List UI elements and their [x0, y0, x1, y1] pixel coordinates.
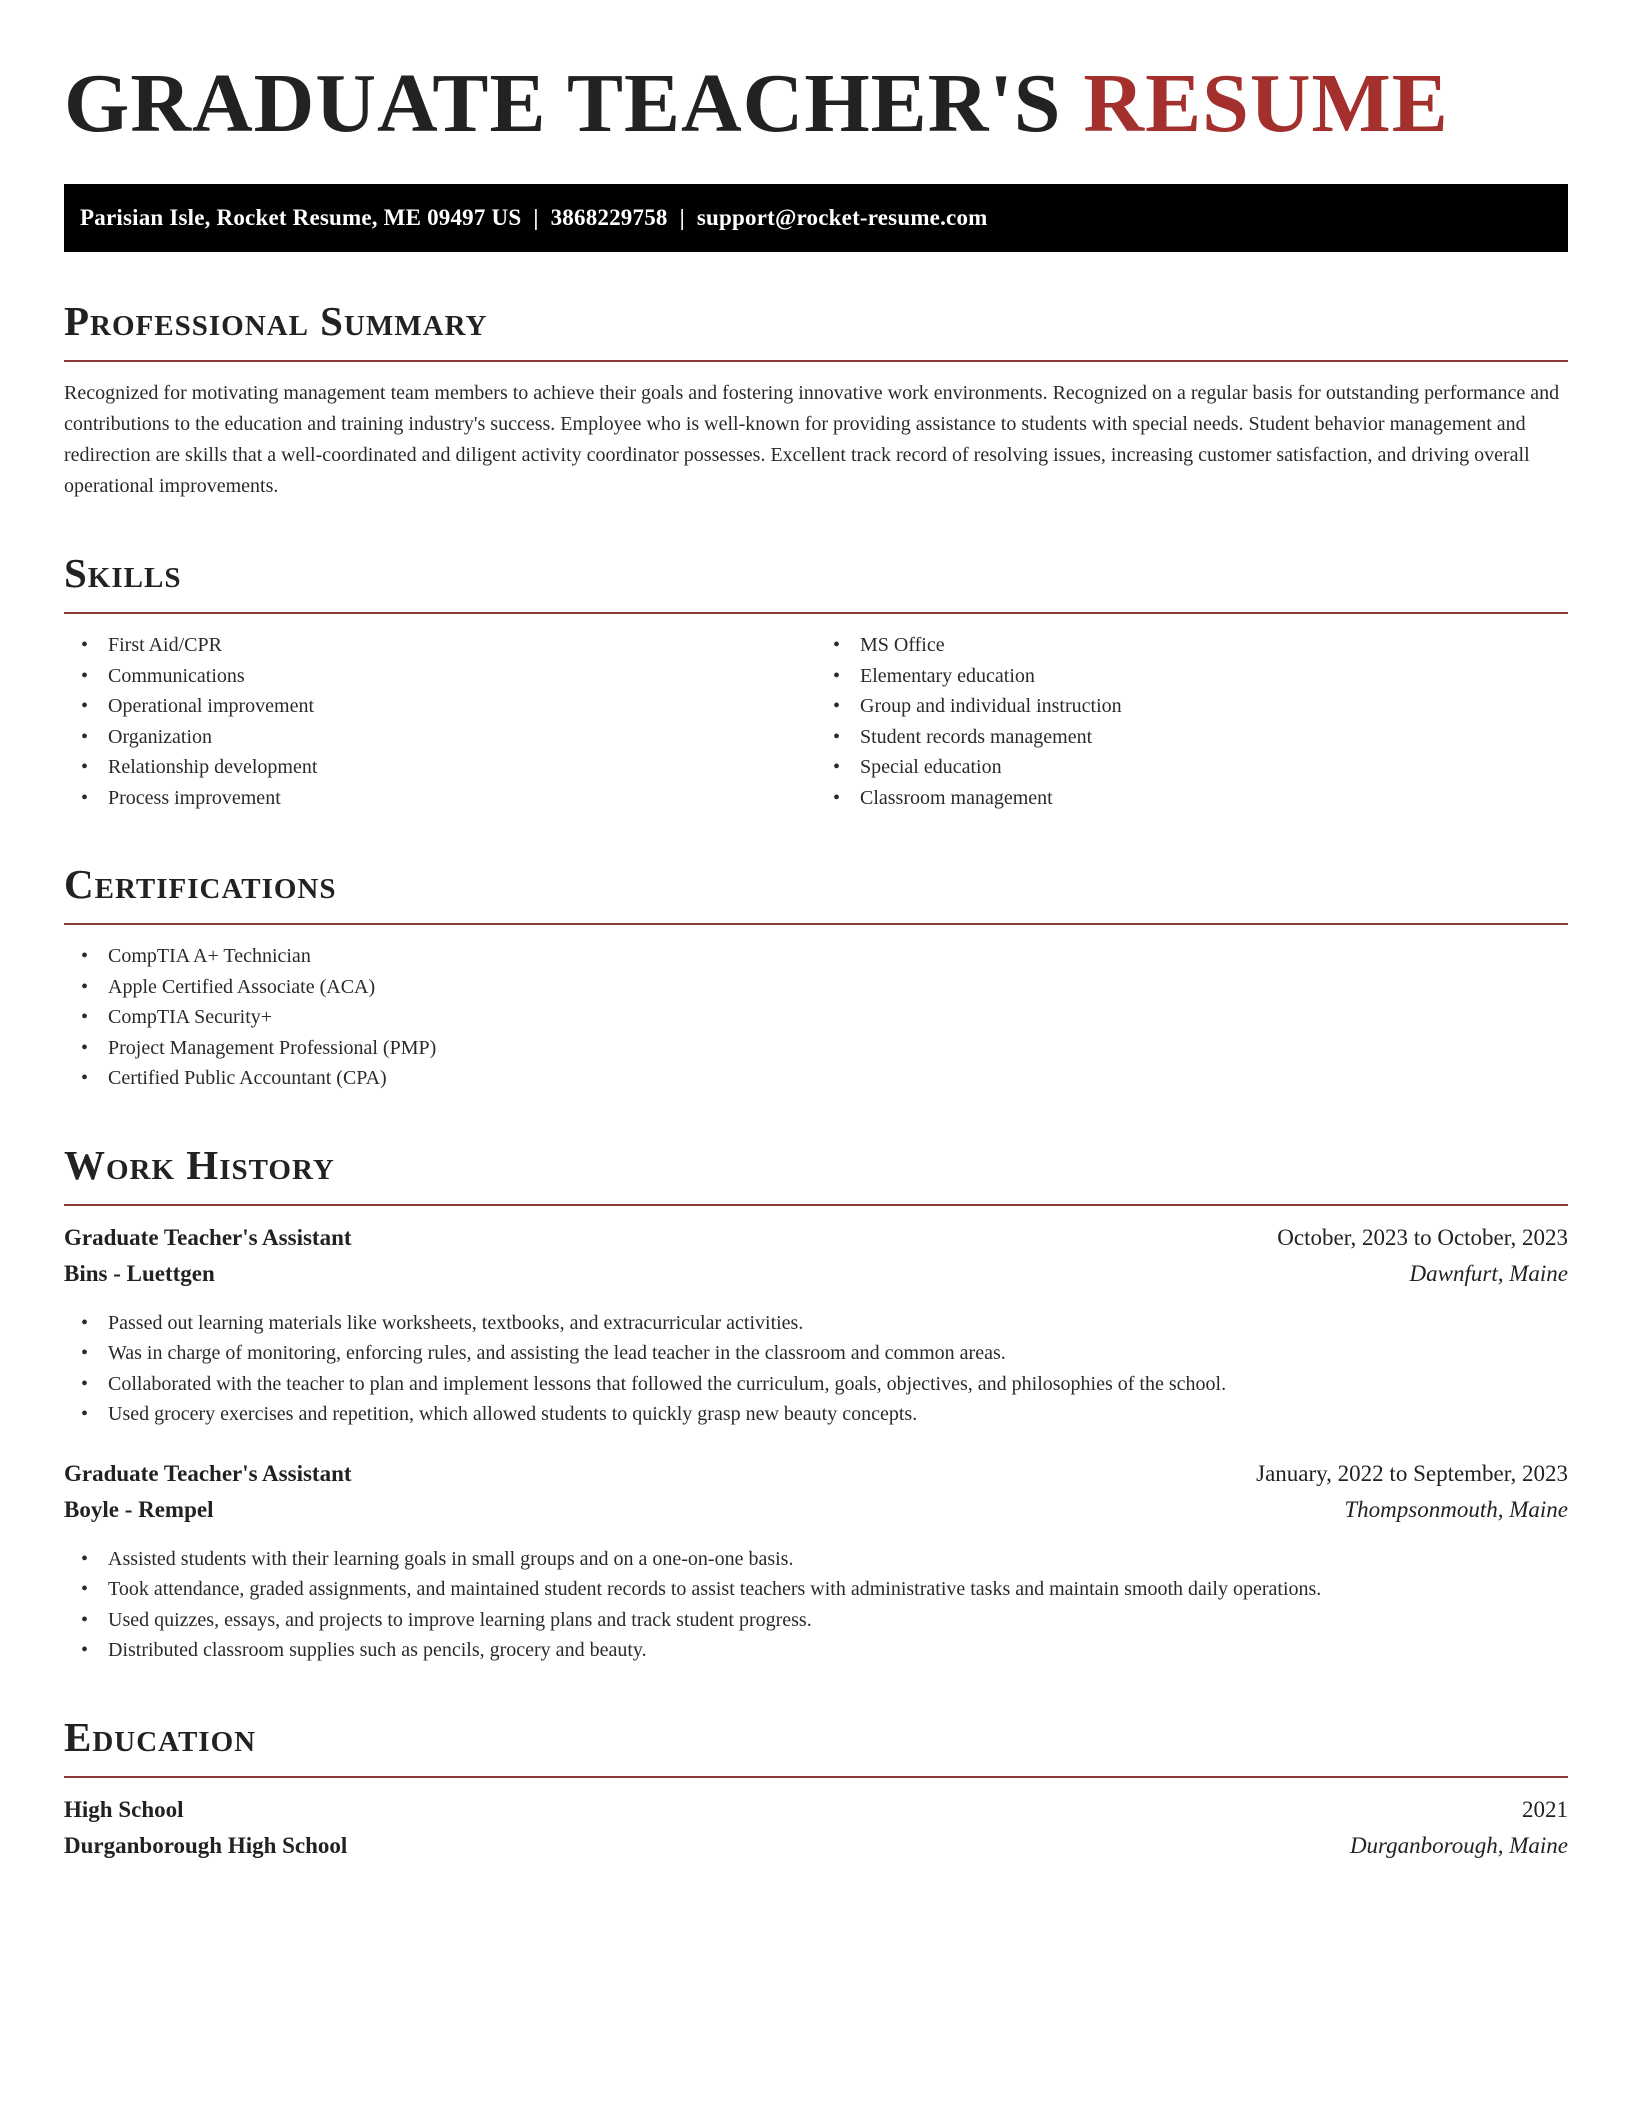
- education-year: 2021: [1522, 1796, 1568, 1822]
- summary-heading: Professional Summary: [64, 298, 488, 344]
- skills-grid: [64, 630, 1568, 813]
- education-heading: Education: [64, 1713, 257, 1760]
- job-company: Bins - Luettgen: [64, 1260, 215, 1286]
- skill-item: • Organization: [64, 722, 816, 753]
- section-divider: [64, 360, 1568, 362]
- resume-title: [64, 54, 1568, 154]
- education-entry: [64, 1792, 1568, 1864]
- skill-item: • Classroom management: [816, 783, 1568, 814]
- job-bullet: • Took attendance, graded assignments, and maintained student records to assist teachers with administrative tasks and maintain smooth daily operations.: [64, 1574, 1568, 1605]
- job-dates: January, 2022 to September, 2023: [1256, 1460, 1568, 1486]
- section-divider: [64, 923, 1568, 925]
- contact-email: support@rocket-resume.com: [696, 205, 988, 230]
- skill-item: • Group and individual instruction: [816, 691, 1568, 722]
- job-bullet: • Was in charge of monitoring, enforcing rules, and assisting the lead teacher in the classroom and common areas.: [64, 1338, 1568, 1369]
- job-company-row: [64, 1492, 1568, 1528]
- certification-item: • Certified Public Accountant (CPA): [64, 1063, 1568, 1094]
- skill-item: • MS Office: [816, 630, 1568, 661]
- job-bullet: • Collaborated with the teacher to plan and implement lessons that followed the curriculum, goals, objectives, and philosophies of the school.: [64, 1369, 1568, 1400]
- skill-item: • Process improvement: [64, 783, 816, 814]
- skill-item: • Communications: [64, 661, 816, 692]
- skill-item: • Student records management: [816, 722, 1568, 753]
- job-entry: [64, 1456, 1568, 1666]
- job-company: Boyle - Rempel: [64, 1496, 214, 1522]
- job-title: Graduate Teacher's Assistant: [64, 1224, 352, 1250]
- contact-address: Parisian Isle, Rocket Resume, ME 09497 US: [80, 205, 522, 230]
- certification-item: • CompTIA Security+: [64, 1002, 1568, 1033]
- resume-title-main: GRADUATE TEACHER'S: [64, 57, 1062, 150]
- summary-text: Recognized for motivating management team members to achieve their goals and fostering innovative work environments. Recognized on a regular basis for outstanding performance and contributions to the education and training industry's success. Employee who is well-known for providing assistance to students with special needs. Student behavior management and redirection are skills that a well-coordinated and diligent activity coordinator possesses. Excellent track record of resolving issues, increasing customer satisfaction, and driving overall operational improvements.: [64, 382, 1560, 497]
- skills-section: [64, 548, 1568, 813]
- job-header-row: [64, 1456, 1568, 1492]
- certifications-list: [64, 941, 1568, 1094]
- skill-item: • Special education: [816, 752, 1568, 783]
- job-bullets: [64, 1308, 1568, 1430]
- job-location: Thompsonmouth, Maine: [1344, 1496, 1568, 1522]
- skill-item: • Relationship development: [64, 752, 816, 783]
- job-dates: October, 2023 to October, 2023: [1277, 1224, 1568, 1250]
- job-bullet: • Used quizzes, essays, and projects to improve learning plans and track student progress.: [64, 1605, 1568, 1636]
- job-bullet: • Used grocery exercises and repetition, which allowed students to quickly grasp new beauty concepts.: [64, 1399, 1568, 1430]
- summary-section: [64, 296, 1568, 502]
- job-bullets: [64, 1544, 1568, 1666]
- skill-item: • Elementary education: [816, 661, 1568, 692]
- resume-title-accent: RESUME: [1083, 57, 1449, 150]
- certification-item: • Apple Certified Associate (ACA): [64, 972, 1568, 1003]
- certifications-section: [64, 859, 1568, 1094]
- skills-heading: Skills: [64, 550, 182, 596]
- section-divider: [64, 612, 1568, 614]
- job-entry: [64, 1220, 1568, 1430]
- contact-separator: |: [533, 205, 539, 230]
- education-section: [64, 1712, 1568, 1864]
- certification-item: • CompTIA A+ Technician: [64, 941, 1568, 972]
- job-title: Graduate Teacher's Assistant: [64, 1460, 352, 1486]
- section-divider: [64, 1776, 1568, 1778]
- job-company-row: [64, 1256, 1568, 1292]
- contact-phone: 3868229758: [550, 205, 668, 230]
- education-degree: High School: [64, 1796, 184, 1822]
- job-bullet: • Assisted students with their learning goals in small groups and on a one-on-one basis.: [64, 1544, 1568, 1575]
- certification-item: • Project Management Professional (PMP): [64, 1033, 1568, 1064]
- work-history-section: [64, 1140, 1568, 1666]
- skills-list-left: [64, 630, 816, 813]
- job-location: Dawnfurt, Maine: [1409, 1260, 1568, 1286]
- skill-item: • Operational improvement: [64, 691, 816, 722]
- job-header-row: [64, 1220, 1568, 1256]
- education-header-row: [64, 1792, 1568, 1828]
- education-location: Durganborough, Maine: [1349, 1832, 1568, 1858]
- certifications-heading: Certifications: [64, 861, 337, 907]
- job-bullet: • Passed out learning materials like worksheets, textbooks, and extracurricular activities.: [64, 1308, 1568, 1339]
- job-bullet: • Distributed classroom supplies such as pencils, grocery and beauty.: [64, 1635, 1568, 1666]
- education-school-row: [64, 1828, 1568, 1864]
- section-divider: [64, 1204, 1568, 1206]
- skill-item: • First Aid/CPR: [64, 630, 816, 661]
- skills-list-right: [816, 630, 1568, 813]
- contact-separator: |: [679, 205, 685, 230]
- work-history-heading: Work History: [64, 1141, 335, 1188]
- education-school: Durganborough High School: [64, 1832, 348, 1858]
- contact-bar: [64, 184, 1568, 252]
